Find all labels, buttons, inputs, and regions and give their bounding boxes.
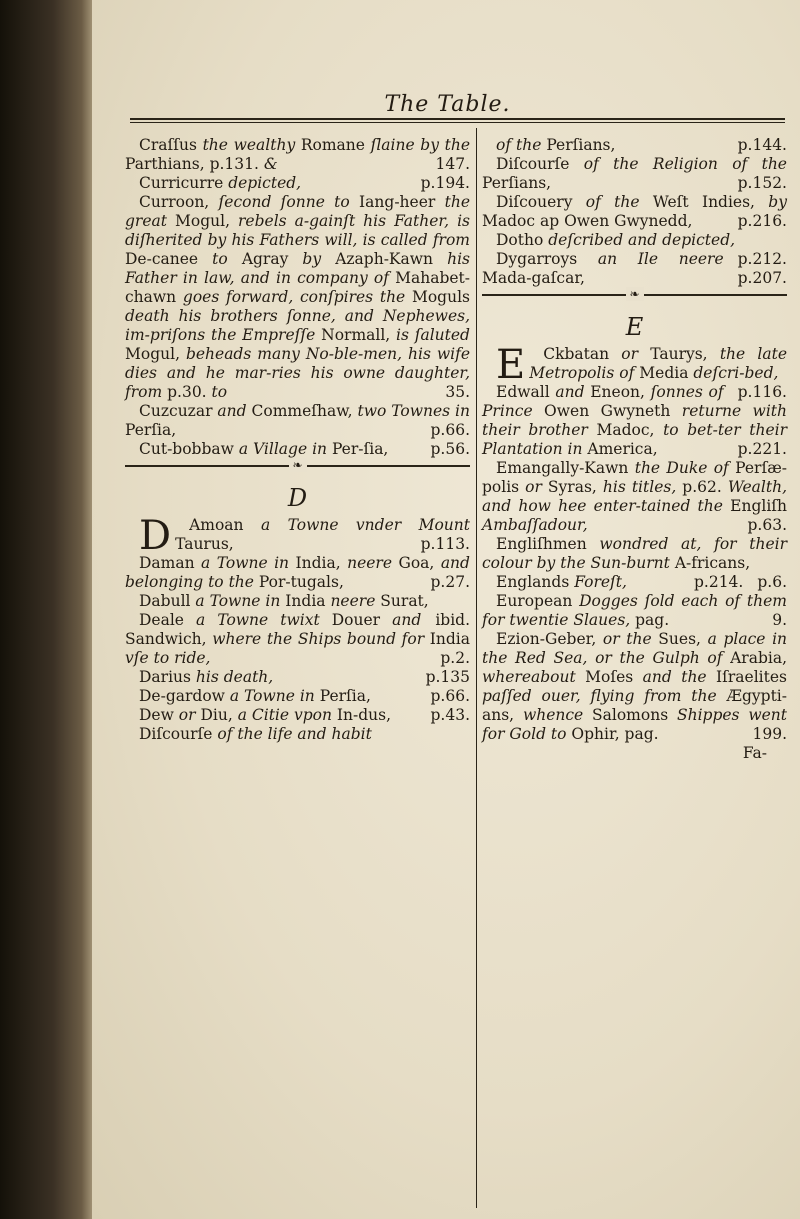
- index-entry: D Amoan a Towne vnder Mount Taurus, p.113.: [139, 513, 470, 559]
- index-entry: Engliſhmen wondred at, for their colour by the Sun-burnt A-fricans, p.6.: [482, 535, 787, 591]
- section-letter-d: D: [287, 484, 308, 512]
- section-d-entries-cont: [482, 136, 787, 288]
- index-entry: Emangally-Kawn the Duke of Perſæ-polis or Syras, his titles, p.62. Wealth, and how hee enter-tained the Engliſh Ambaſſadour, p.63.: [482, 459, 788, 534]
- section-letter-e: E: [625, 313, 644, 341]
- column-divider: [476, 128, 477, 1208]
- index-entry: Dabull a Towne in India neere Surat, ibid.: [139, 592, 470, 629]
- index-entry: Dotho deſcribed and depicted, p.212.: [496, 231, 787, 268]
- index-entry: Diſcouery of the Weſt Indies, by Madoc ap Owen Gwynedd, p.216.: [482, 193, 787, 230]
- book-gutter: [0, 0, 96, 1219]
- index-entry: Diſcourſe of the life and habit: [139, 725, 372, 743]
- index-entry: Diſcourſe of the Religion of the Perſians, p.152.: [482, 155, 787, 192]
- index-entry: Deale a Towne twixt Douer and Sandwich, where the Ships bound for India vſe to ride, p.2.: [125, 611, 470, 667]
- ornament-icon: ❧: [626, 287, 644, 301]
- index-entry: Dygarroys an Ile neere Mada-gaſcar, p.207.: [482, 250, 787, 287]
- index-entry: Curricurre depicted, p.194.: [139, 174, 470, 192]
- index-entry: of the Perſians, p.144.: [496, 136, 787, 154]
- header-rule: [130, 118, 785, 120]
- index-entry: Ezion-Geber, or the Sues, a place in the Red Sea, or the Gulph of Arabia, whereabout Moſes and the Iſraelites paſſed ouer, flying from the Ægypti-ans, whence Salomons Shippes went for Gold to Ophir, pag. 199.: [482, 630, 788, 743]
- section-c-entries: [125, 136, 470, 459]
- right-column: [482, 136, 787, 763]
- index-entry: De-gardow a Towne in Perſia, p.66.: [139, 687, 470, 705]
- section-d-entries: [125, 513, 470, 744]
- section-separator: [125, 458, 470, 481]
- index-entry: E Ckbatan or Taurys, the late Metropolis of Media deſcri-bed, p.116.: [496, 342, 787, 401]
- index-entry: Cut-bobbaw a Village in Per-ſia, p.56.: [139, 440, 470, 458]
- header-rule-thin: [130, 122, 785, 123]
- ornament-icon: ❧: [289, 458, 307, 472]
- index-entry: Curroon, ſecond ſonne to Iang-heer the great Mogul, rebels a-gainſt his Father, is diſherited by his Fathers will, is called from De-canee to Agray by Azaph-Kawn his Father in law, and in company of Mahabet-chawn goes forward, conſpires the Moguls death his brothers ſonne, and Nephewes, im-priſons the Empreſſe Normall, is ſaluted Mogul, beheads many No-ble-men, his wife dies and he mar-ries his owne daughter, from p.30. to 35.: [125, 193, 471, 401]
- index-entry: Englands Foreſt, p.214.: [496, 573, 744, 591]
- index-entry: Cuzcuzar and Commeſhaw, two Townes in Perſia, p.66.: [125, 402, 470, 439]
- page-title: The Table.: [384, 92, 511, 117]
- index-entry: Dew or Diu, a Citie vpon In-dus, p.43.: [139, 706, 470, 724]
- index-entry: Darius his death, p.135: [139, 668, 470, 686]
- catchword: Fa-: [742, 744, 767, 762]
- left-column: [125, 136, 470, 744]
- index-entry: Craſſus the wealthy Romane ſlaine by the Parthians, p.131. & 147.: [125, 136, 471, 173]
- section-e-entries: [482, 342, 788, 744]
- index-entry: Daman a Towne in India, neere Goa, and belonging to the Por-tugals, p.27.: [125, 554, 470, 591]
- section-separator: [482, 287, 787, 310]
- index-entry: Edwall and Eneon, ſonnes of Prince Owen Gwyneth returne with their brother Madoc, to bet-ter their Plantation in America, p.221.: [482, 383, 788, 458]
- index-entry: European Dogges ſold each of them for twentie Slaues, pag. 9.: [482, 592, 787, 629]
